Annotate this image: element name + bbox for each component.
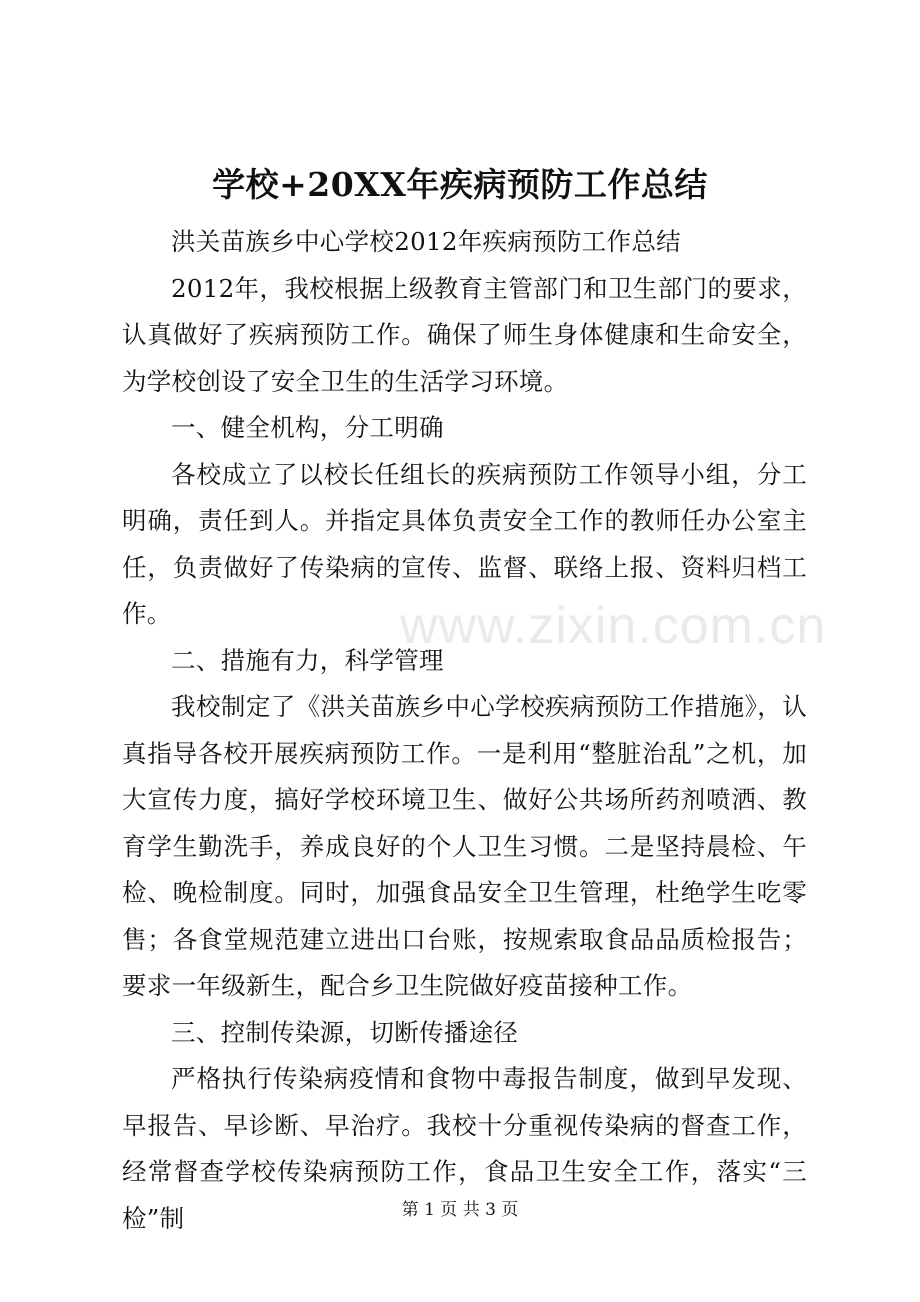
document-title: 学校+20XX年疾病预防工作总结 bbox=[212, 165, 708, 204]
paragraph-section-1: 各校成立了以校长任组长的疾病预防工作领导小组，分工明确，责任到人。并指定具体负责安全工作的教师任办公室主任，负责做好了传染病的宣传、监督、联络上报、资料归档工作。 bbox=[122, 459, 807, 628]
paragraph-section-2: 我校制定了《洪关苗族乡中心学校疾病预防工作措施》，认真指导各校开展疾病预防工作。一是利用“整脏治乱”之机，加大宣传力度，搞好学校环境卫生、做好公共场所药剂喷洒、教育学生勤洗手，养成良好的个人卫生习惯。二是坚持晨检、午检、晚检制度。同时，加强食品安全卫生管理，杜绝学生吃零售；各食堂规范建立进出口台账，按规索取食品品质检报告；要求一年级新生，配合乡卫生院做好疫苗接种工作。 bbox=[122, 692, 807, 1000]
paragraph-subtitle: 洪关苗族乡中心学校2012年疾病预防工作总结 bbox=[171, 227, 681, 256]
document-body bbox=[122, 219, 807, 1242]
section-heading-3: 三、控制传染源，切断传播途径 bbox=[171, 1017, 519, 1047]
paragraph-section-3: 严格执行传染病疫情和食物中毒报告制度，做到早发现、早报告、早诊断、早治疗。我校十分重视传染病的督查工作，经常督查学校传染病预防工作，食品卫生安全工作，落实“三检”制 bbox=[122, 1064, 807, 1233]
page-footer: 第 1 页 共 3 页 bbox=[401, 1200, 519, 1220]
paragraph-intro: 2012年，我校根据上级教育主管部门和卫生部门的要求，认真做好了疾病预防工作。确保了师生身体健康和生命安全，为学校创设了安全卫生的生活学习环境。 bbox=[122, 273, 807, 396]
section-heading-2: 二、措施有力，科学管理 bbox=[171, 645, 444, 675]
watermark: www.zixin.com.cn bbox=[400, 597, 827, 655]
section-heading-1: 一、健全机构，分工明确 bbox=[171, 413, 444, 442]
